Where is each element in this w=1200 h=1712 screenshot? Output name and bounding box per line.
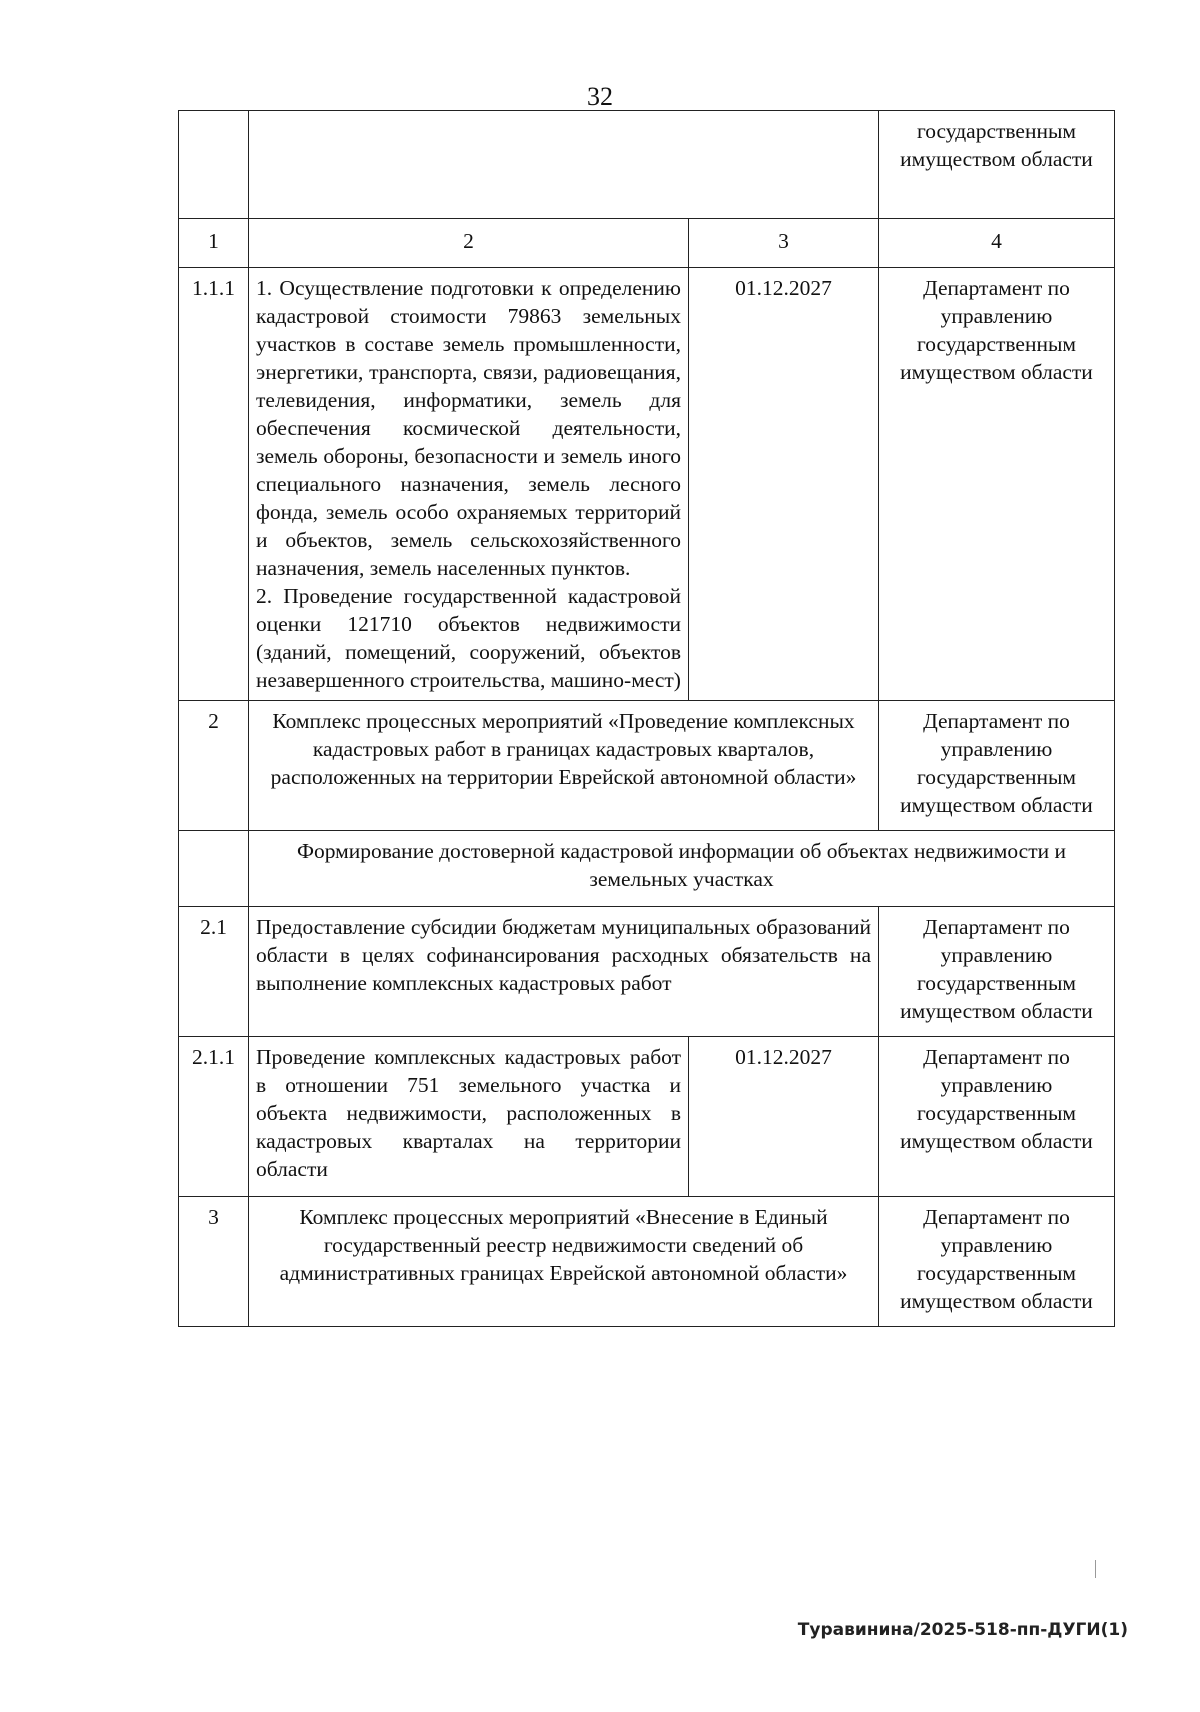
row-number: 3 — [179, 1197, 249, 1327]
row-description: Формирование достоверной кадастровой информации об объектах недвижимости и земельных участках — [249, 831, 1115, 907]
row-description: Комплекс процессных мероприятий «Проведение комплексных кадастровых работ в границах кадастровых кварталов, расположенных на территории Еврейской автономной области» — [249, 701, 879, 831]
table-row — [179, 1037, 1115, 1197]
cell-continuation-desc — [249, 111, 879, 219]
table-row — [179, 701, 1115, 831]
row-description: Проведение комплексных кадастровых работ в отношении 751 земельного участка и объекта недвижимости, расположенных в кадастровых кварталах на территории области — [249, 1037, 689, 1197]
row-number — [179, 831, 249, 907]
row-description: Предоставление субсидии бюджетам муниципальных образований области в целях софинансирования расходных обязательств на выполнение комплексных кадастровых работ — [249, 907, 879, 1037]
header-col-3: 3 — [689, 219, 879, 268]
row-department: Департамент по управлению государственным имуществом области — [879, 1197, 1115, 1327]
header-col-4: 4 — [879, 219, 1115, 268]
row-department: Департамент по управлению государственным имуществом области — [879, 701, 1115, 831]
table-row — [179, 1197, 1115, 1327]
row-description: Комплекс процессных мероприятий «Внесение в Единый государственный реестр недвижимости сведений об административных границах Еврейской автономной области» — [249, 1197, 879, 1327]
page-number: 32 — [587, 82, 613, 111]
scan-mark — [1095, 1560, 1096, 1578]
cell-continuation-num — [179, 111, 249, 219]
cell-continuation-dept: государственным имуществом области — [879, 111, 1115, 219]
table-row — [179, 268, 1115, 701]
row-number: 2 — [179, 701, 249, 831]
row-description-part-1: 1. Осуществление подготовки к определению кадастровой стоимости 79863 земельных участков в составе земель промышленности, энергетики, транспорта, связи, радиовещания, телевидения, информатики, земель для обеспечения космической деятельности, земель обороны, безопасности и земель иного специального назначения, земель лесного фонда, земель особо охраняемых территорий и объектов, земель сельскохозяйственного назначения, земель населенных пунктов. — [256, 276, 681, 580]
row-number: 1.1.1 — [179, 268, 249, 701]
row-date: 01.12.2027 — [689, 1037, 879, 1197]
measures-table — [178, 110, 1115, 1327]
row-department: Департамент по управлению государственным имуществом области — [879, 268, 1115, 701]
table-row-continuation — [179, 111, 1115, 219]
row-date: 01.12.2027 — [689, 268, 879, 701]
row-description — [249, 268, 689, 701]
table-row — [179, 831, 1115, 907]
row-description-part-2: 2. Проведение государственной кадастровой оценки 121710 объектов недвижимости (зданий, помещений, сооружений, объектов незавершенного строительства, машино-мест) — [256, 584, 681, 692]
document-registration-stamp: Туравинина/2025-518-пп-ДУГИ(1) — [797, 1620, 1128, 1640]
table-header-row — [179, 219, 1115, 268]
row-department: Департамент по управлению государственным имуществом области — [879, 1037, 1115, 1197]
row-number: 2.1 — [179, 907, 249, 1037]
header-col-1: 1 — [179, 219, 249, 268]
header-col-2: 2 — [249, 219, 689, 268]
row-department: Департамент по управлению государственным имуществом области — [879, 907, 1115, 1037]
table-row — [179, 907, 1115, 1037]
row-number: 2.1.1 — [179, 1037, 249, 1197]
